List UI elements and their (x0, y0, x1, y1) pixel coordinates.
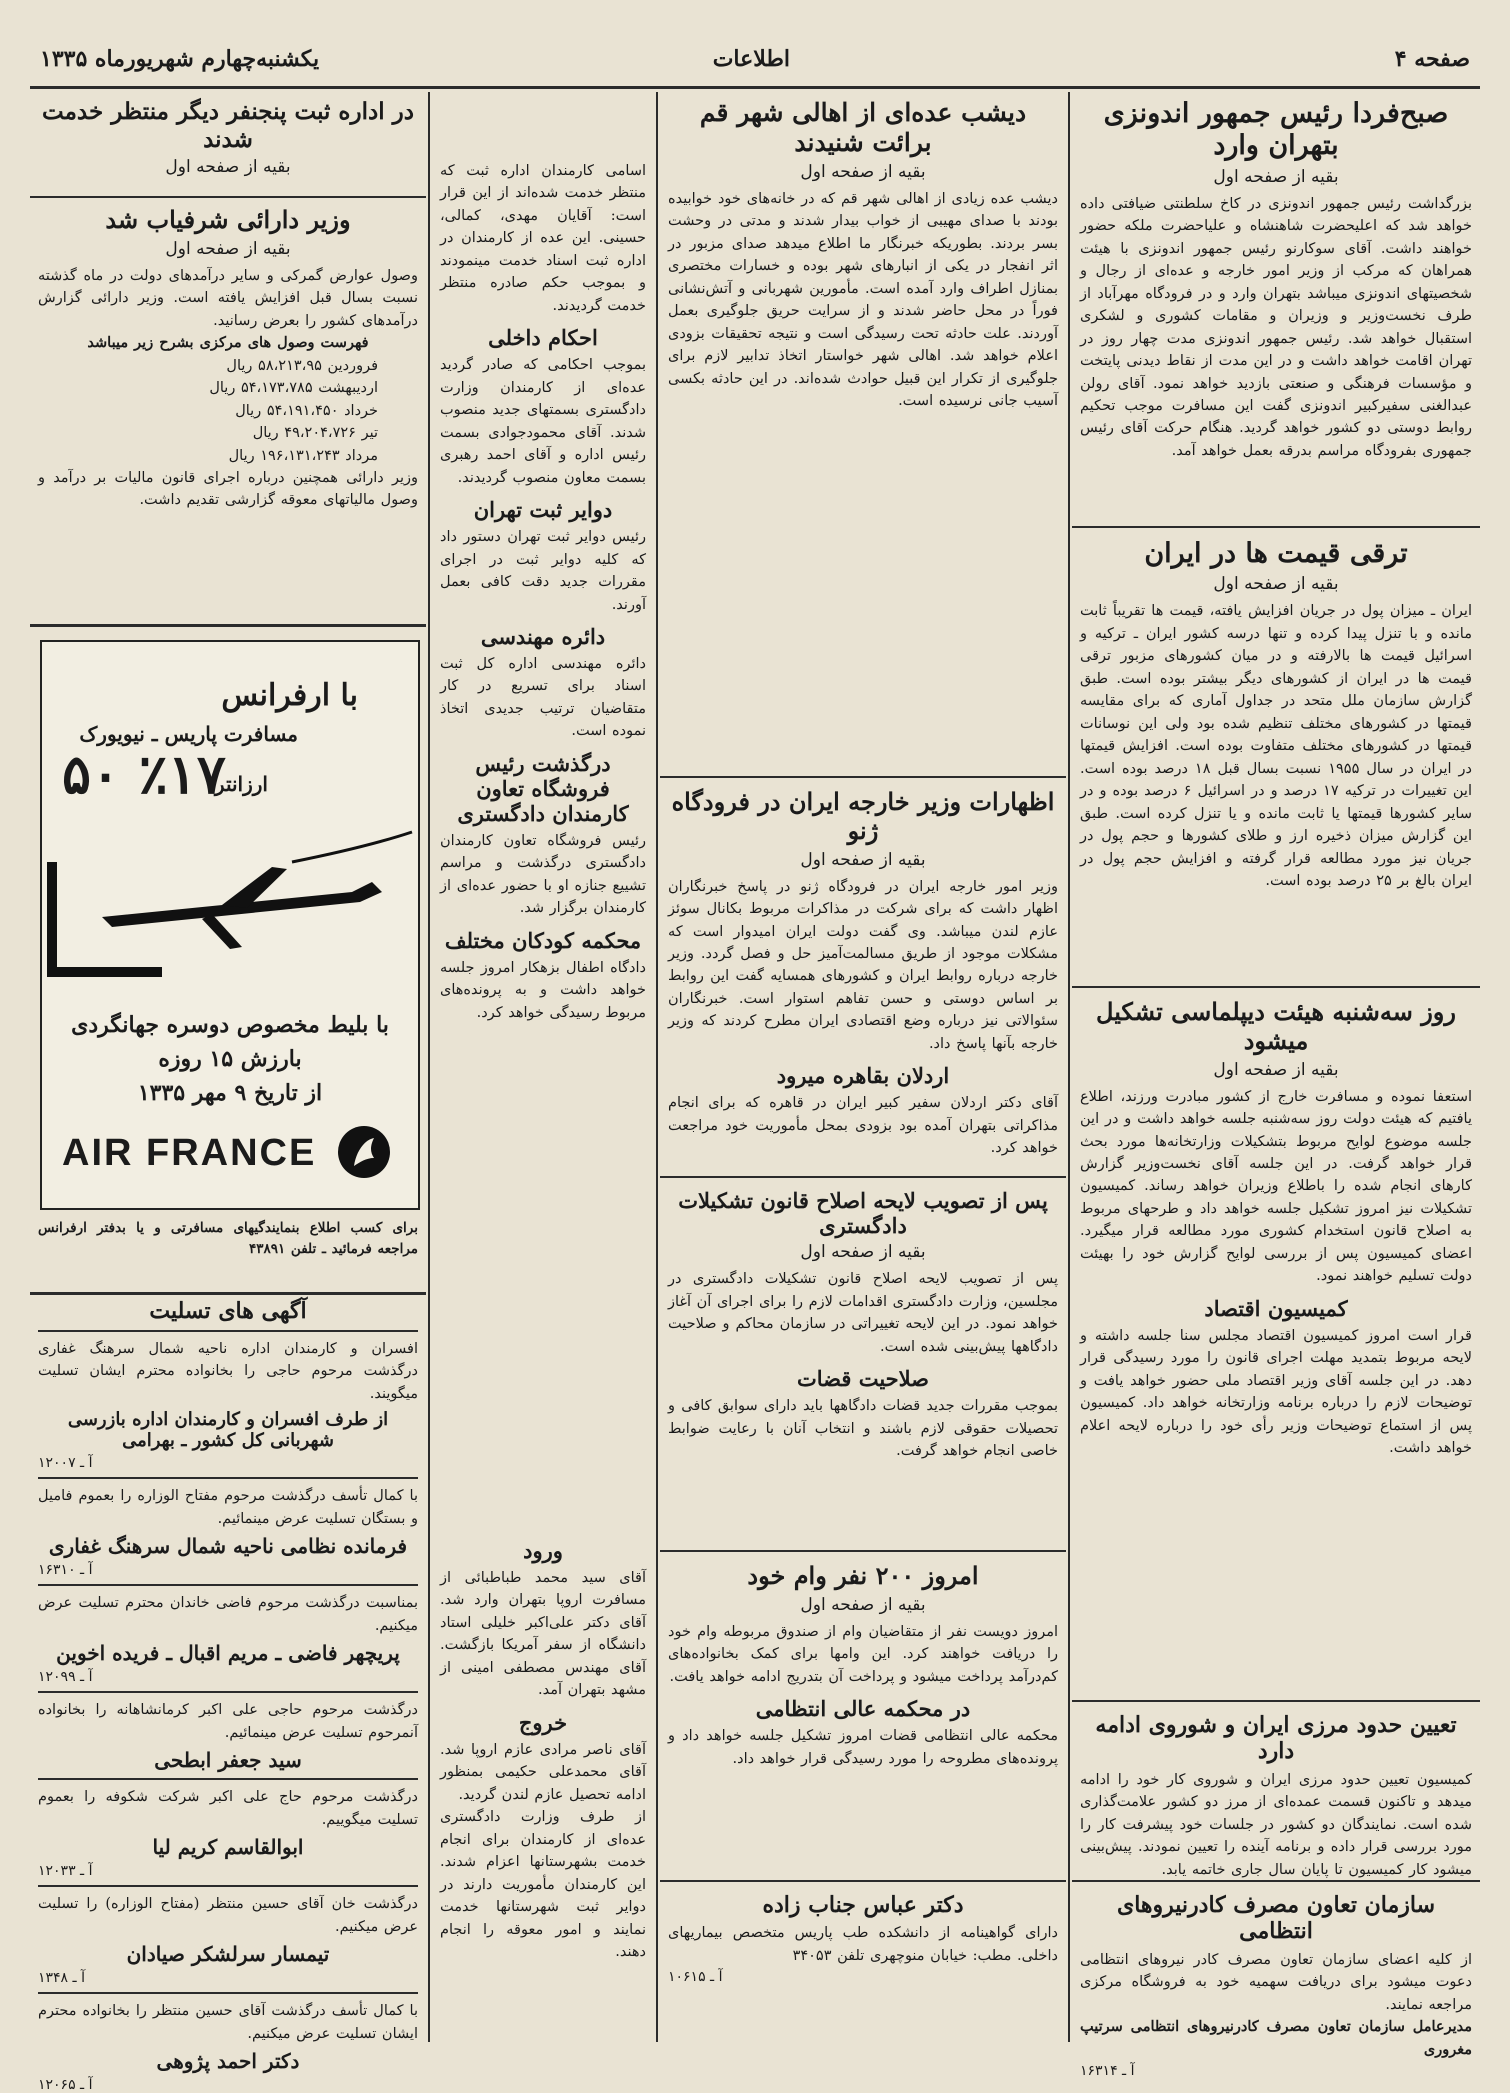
section-heading: دائره مهندسی (480, 623, 606, 649)
headline: دیشب عده‌ای از اهالی شهر قم برائت شنیدند (699, 98, 1027, 157)
table-title: فهرست وصول های مرکزی بشرح زیر میباشد (87, 334, 369, 352)
section-body: رئیس فروشگاه تعاون کارمندان دادگستری درگذشت و مراسم تشییع جنازه او با حضور عده‌ای از کارمندان برگزار شد. (440, 832, 646, 917)
revenue-row: مرداد ۱۹۶،۱۳۱،۲۴۳ ریال (228, 447, 378, 464)
article-prices (1072, 532, 1480, 982)
section-rule (1072, 526, 1480, 528)
revenue-table (38, 355, 418, 467)
article-body: از طرف وزارت دادگستری عده‌ای از کارمندان برای انجام خدمت بشهرستانها اعزام شدند. این کارمندان مأموریت دارند در دوایر ثبت شهرستانها خدمت نمایند و امور معوقه را انجام دهند. (440, 1809, 646, 1961)
page-label: صفحه ۴ (1394, 46, 1470, 72)
notice-text: درگذشت مرحوم حاجی علی اکبر کرمانشاهانه را بخانواده آنمرحوم تسلیت عرض مینمائیم. (38, 1702, 418, 1741)
column-divider (428, 92, 430, 2042)
notice-signature: ابوالقاسم کریم لیا (152, 1835, 304, 1860)
section-rule (660, 1176, 1066, 1178)
section-heading: ورود (523, 1538, 563, 1563)
section-rule (1072, 1880, 1480, 1882)
notice-text: افسران و کارمندان اداره ناحیه شمال سرهنگ غفاری درگذشت مرحوم حاجی را بخانواده محترم ایشان تسلیت میگویند. (38, 1341, 418, 1402)
revenue-row: تیر ۴۹،۲۰۴،۷۲۶ ریال (252, 425, 378, 442)
continued-note: بقیه از صفحه اول (800, 1242, 926, 1263)
article-borders (1072, 1706, 1480, 1876)
notice-text: درگذشت خان آقای حسین منتظر (مفتاح الوزاره) را تسلیت عرض میکنیم. (38, 1896, 418, 1935)
continued-note: بقیه از صفحه اول (800, 162, 926, 182)
ad-top-line: با ارفرانس (221, 678, 358, 713)
section-body: رئیس دوایر ثبت تهران دستور داد که کلیه دوایر ثبت در اجرای مقررات جدید دقت کافی بعمل آورند. (440, 529, 646, 613)
article-body: بزرگداشت رئیس جمهور اندونزی در کاخ سلطنتی ضیافتی داده خواهد شد که اعلیحضرت شاهنشاه و علیاحضرت ملکه حضور خواهند داشت. آقای سوکارنو رئیس جمهور اندونزی با هیئت همراهان که مرکب از وزیر امور خارجه و عده‌ای از رجال و شخصیتهای اندونزی میباشد بتهران وارد و در فرودگاه مهرآباد از طرف نخست‌وزیر و وزیران و مقامات کشوری و لشکری استقبال خواهد شد. رئیس جمهور اندونزی مدت چهار روز در تهران اقامت خواهد داشت و در این مدت از نقاط دیدنی پایتخت و مؤسسات فرهنگی و صنعتی بازدید خواهد نمود. آقای رولن عبدالغنی سفیرکبیر اندونزی گفت این مسافرت موجب تحکیم روابط دوستی دو کشور خواهد گردید. هنگام حرکت آقای رئیس جمهوری بفرودگاه مراسم بدرقه بعمل خواهد آمد. (1080, 195, 1472, 459)
section-title: آگهی های تسلیت (149, 1298, 307, 1324)
seahorse-logo-icon (334, 1122, 394, 1182)
section-rule (660, 776, 1066, 778)
section-body: بموجب مقررات جدید قضات دادگاهها باید دارای سوابق کافی و تحصیلات حقوقی لازم باشند و انتخاب آنان با رعایت ضوابط خاصی انجام خواهد گرفت. (668, 1398, 1058, 1460)
section-body: دادگاه اطفال بزهکار امروز جلسه خواهد داشت و به پرونده‌های مربوط رسیدگی خواهد کرد. (440, 959, 646, 1021)
article-finance (30, 200, 426, 620)
article-body: امروز دویست نفر از متقاضیان وام از صندوق مربوطه وام خود را دریافت خواهند کرد. این وامها برای کمک بخانواده‌های کم‌درآمد پرداخت میشود و پرداخت آن بتدریج ادامه خواهد یافت. (668, 1623, 1058, 1685)
continued-note: بقیه از صفحه اول (1213, 1059, 1339, 1080)
ad-code: آ ـ ۱۶۳۱۰ (38, 1562, 93, 1579)
section-rule (30, 624, 426, 627)
notice-body: از کلیه اعضای سازمان تعاون مصرف کادر نیروهای انتظامی دعوت میشود برای دریافت سهمیه خود به فروشگاه مرکزی مراجعه نمایند. (1080, 1951, 1472, 2013)
section-body: آقای دکتر اردلان سفیر کبیر ایران در قاهره که برای انجام مذاکراتی بتهران آمده بود بزودی بمحل مأموریت خود مراجعت خواهد کرد. (668, 1095, 1058, 1157)
notice-signature: مدیرعامل سازمان تعاون مصرف کادرنیروهای انتظامی سرتیپ مغروری (1080, 2018, 1472, 2058)
section-rule (30, 196, 426, 198)
article-foreign-minister (660, 782, 1066, 1162)
article-body: وزیر امور خارجه ایران در فرودگاه ژنو در پاسخ خبرنگاران اظهار داشت که برای شرکت در مذاکرات مربوط بکانال سوئز عازم لندن میباشد. وی گفت دولت ایران امیدوار است که مشکلات موجود از طریق مسالمت‌آمیز حل و فصل گردد. وزیر خارجه درباره روابط ایران و کشورهای همسایه گفت این روابط بر اساس دوستی و حسن تفاهم استوار است. خبرنگاران سئوالاتی نیز درباره وضع اقتصادی ایران مطرح کردند که وزیر خارجه بآنها پاسخ داد. (668, 878, 1058, 1052)
headline: تعیین حدود مرزی ایران و شوروی ادامه دارد (1095, 1712, 1457, 1765)
section-heading: خروج (518, 1709, 568, 1735)
section-rule (30, 1292, 426, 1295)
header-rule (30, 86, 1480, 89)
ad-doctor (660, 1886, 1066, 2036)
airplane-illustration (42, 822, 418, 992)
headline: پس از تصویب لایحه اصلاح قانون تشکیلات دادگستری (678, 1188, 1048, 1239)
airplane-wing-lower-icon (202, 914, 242, 949)
ad-code: آ ـ ۱۲۰۹۹ (38, 1669, 93, 1686)
notice-signature: دکتر احمد پژوهی (156, 2049, 300, 2074)
section-body: قرار است امروز کمیسیون اقتصاد مجلس سنا جلسه داشته و لایحه مربوط بتمدید مهلت اجرای قانون را مورد رسیدگی قرار دهد. در این جلسه آقای وزیر اقتصاد ملی حضور خواهد یافت و توضیحات لازم را درباره برنامه وزارتخانه خواهد داد. کمیسیون پس از استماع توضیحات وزیر رأی خود را درباره لایحه اعلام خواهد داشت. (1080, 1327, 1472, 1457)
section-body: آقای ناصر مرادی عازم اروپا شد. آقای محمدعلی حکیمی بمنظور ادامه تحصیل عازم لندن گردید. (440, 1741, 646, 1803)
notice-signature: از طرف افسران و کارمندان اداره بازرسی شهربانی کل کشور ـ بهرامی (67, 1409, 389, 1452)
air-france-ad (40, 640, 420, 1210)
section-rule (660, 1550, 1066, 1552)
continued-note: بقیه از صفحه اول (800, 1594, 926, 1615)
article-body: ایران ـ میزان پول در جریان افزایش یافته، قیمت ها تقریباً ثابت مانده و با تنزل پیدا کرده و تنها درسه کشور ایران ـ ترکیه و اسرائیل قیمت ها بالارفته و در میان کشورهای مزبور ترقی قیمت ها در ایران از کشورهای دیگر بیشتر بوده است. طبق گزارش سازمان ملل متحد در جداول آماری که برای مقایسه قیمتها در کشورهای مختلف تنظیم شده بود ولی این نوسانات قیمتها در کشورهای مختلف متفاوت بوده است. افزایش قیمتها در ایران در سال ۱۹۵۵ نسبت بسال قبل ۱۸ درصد بوده است. این تغییرات در ترکیه ۱۷ درصد و در اسرائیل ۶ درصد بوده و در سایر کشورها قیمتها یا ثابت مانده و یا تنزل کرده است. طبق این گزارش میزان ذخیره ارز و طلای کشورها و حجم پول در جریان نیز مورد مطالعه قرار گرفته و افزایش حجم پول در ایران بالغ بر ۲۵ درصد بوده است. (1080, 603, 1473, 890)
ad-cheaper: ارزانتر (214, 772, 268, 796)
article-cabinet (1072, 992, 1480, 1692)
section-rule (660, 1880, 1066, 1882)
column-divider (656, 92, 658, 2042)
article-body: اسامی کارمندان اداره ثبت که منتظر خدمت شده‌اند از این قرار است: آقایان مهدی، کمالی، حسینی. این عده از کارمندان در اداره ثبت اسناد خدمت مینمودند و بموجب حکم صادره منتظر خدمت گردیدند. (440, 163, 646, 314)
issue-date: یکشنبه‌چهارم شهریورماه ۱۳۳۵ (40, 46, 320, 72)
arrivals-departures (432, 1530, 654, 2030)
registry-column-a (432, 160, 654, 1520)
headline: صبح‌فردا رئیس جمهور اندونزی بتهران وارد (1103, 98, 1449, 162)
section-heading: در محکمه عالی انتظامی (755, 1696, 971, 1722)
section-body: محکمه عالی انتظامی قضات امروز تشکیل جلسه خواهد داد و پرونده‌های مطروحه را مورد رسیدگی قرار خواهد داد. (668, 1728, 1058, 1767)
notice-signature: تیمسار سرلشکر صیادان (126, 1942, 330, 1967)
notice-signature: فرمانده نظامی ناحیه شمال سرهنگ غفاری (48, 1534, 408, 1559)
ad-route: مسافرت پاریس ـ نیویورک (79, 722, 298, 746)
section-heading: کمیسیون اقتصاد (1204, 1295, 1348, 1321)
headline: دکتر عباس جناب زاده (762, 1892, 964, 1918)
article-body: استعفا نموده و مسافرت خارج از کشور مبادرت ورزند، اطلاع یافتیم که هیئت دولت روز سه‌شنبه جلسه خواهد داشت و در این جلسه موضوع لوایح مربوط بتشکیلات وزارتخانه‌ها مورد بحث قرار خواهد گرفت. در این جلسه آقای نخست‌وزیر گزارش کارهای انجام شده را باطلاع وزیران خواهد رساند. کمیسیون تشکیلات نیز امروز تشکیل جلسه خواهد داد و طرحهای مربوط به اصلاح قانون استخدام کشوری مورد مطالعه قرار میگیرد. اعضای کمیسیون پس از بررسی لوایح گزارش خود را بهیئت دولت تسلیم خواهند نمود. (1080, 1088, 1472, 1285)
ad-tour-line1: با بلیط مخصوص دوسره جهانگردی (71, 1012, 389, 1038)
ad-footer (30, 1218, 426, 1288)
notice-text: با کمال تأسف درگذشت آقای حسین منتظر را بخانواده محترم ایشان تسلیت عرض میکنیم. (38, 2003, 418, 2042)
article-body: دیشب عده زیادی از اهالی شهر قم که در خانه‌های خود خوابیده بودند با صدای مهیبی از خواب بیدار شدند و مدتی در وحشت بسر بردند. بطوریکه خبرنگار ما اطلاع میدهد صدای مزبور در اثر انفجار در یکی از انبارهای شهر بوده و خسارات مختصری بمنازل اطراف وارد آمده است. مأمورین شهربانی و آتش‌نشانی فوراً در محل حاضر شدند و از سرایت حریق جلوگیری بعمل آوردند. علت حادثه تحت رسیدگی است و نتیجه تحقیقات بزودی اعلام خواهد شد. اهالی شهر خواستار اتخاذ تدابیر لازم برای جلوگیری از تکرار این قبیل حوادث شده‌اند. در این حادثه بکسی آسیب جانی نرسیده است. (668, 191, 1058, 410)
notice-text: با کمال تأسف درگذشت مرحوم مفتاح الوزاره را بعموم فامیل و بستگان تسلیت عرض مینمائیم. (38, 1488, 418, 1527)
headline: ترقی قیمت ها در ایران (1144, 538, 1408, 569)
section-rule (1072, 986, 1480, 988)
continued-note: بقیه از صفحه اول (1213, 166, 1339, 187)
column-divider (1068, 92, 1070, 2042)
section-heading: محکمه کودکان مختلف (444, 927, 642, 953)
article-body: پس از تصویب لایحه اصلاح قانون تشکیلات دادگستری در مجلسین، وزارت دادگستری اقدامات لازم را برای اجرای آن آغاز خواهد نمود. در این لایحه تغییراتی در سازمان محاکم و صلاحیت دادگاهها پیش‌بینی شده است. (668, 1271, 1058, 1355)
article-sukarno (1072, 92, 1480, 522)
continued-note: بقیه از صفحه اول (165, 157, 291, 178)
revenue-row: خرداد ۵۴،۱۹۱،۴۵۰ ریال (235, 402, 378, 419)
section-body: بموجب احکامی که صادر گردید عده‌ای از کارمندان وزارت دادگستری بسمتهای جدید منصوب شدند. آقای محمودجوادی بسمت رئیس اداره و آقای احمد رهبری بسمت معاون منصوب گردیدند. (440, 357, 646, 486)
notice-text: درگذشت مرحوم حاج علی اکبر شرکت شکوفه را بعموم تسلیت میگوییم. (38, 1789, 418, 1828)
section-rule (1072, 1700, 1480, 1702)
notice-signature: پریچهر فاضی ـ مریم اقبال ـ فریده اخوین (56, 1641, 400, 1666)
revenue-row: اردیبهشت ۵۴،۱۷۳،۷۸۵ ریال (209, 380, 378, 397)
article-loans (660, 1556, 1066, 1876)
continued-note: بقیه از صفحه اول (165, 238, 291, 259)
ad-code: آ ـ ۱۶۳۱۴ (1080, 2063, 1135, 2080)
headline: امروز ۲۰۰ نفر وام خود (747, 1561, 979, 1590)
section-body: دائره مهندسی اداره کل ثبت اسناد برای تسریع در کار متقاضیان ترتیب جدیدی اتخاذ نموده است. (440, 655, 646, 740)
section-heading: درگذشت رئیس فروشگاه تعاون کارمندان دادگستری (457, 750, 629, 826)
article-qom (660, 92, 1066, 792)
continued-note: بقیه از صفحه اول (800, 849, 926, 870)
headline: اظهارات وزیر خارجه ایران در فرودگاه ژنو (671, 787, 1055, 845)
page-header (30, 40, 1480, 80)
section-heading: اردلان بقاهره میرود (776, 1063, 950, 1089)
article-body-tail: وزیر دارائی همچنین درباره اجرای قانون مالیات بر درآمد و وصول مالیاتهای معوقه گزارشی تقدیم داشت. (38, 470, 418, 509)
ad-code: آ ـ ۱۰۶۱۵ (668, 1969, 723, 1986)
air-france-logo: AIR FRANCE (62, 1132, 317, 1174)
notice-coop (1072, 1886, 1480, 2080)
article-body: کمیسیون تعیین حدود مرزی ایران و شوروی کار خود را ادامه میدهد و تاکنون قسمت عمده‌ای از مرز دو کشور علامت‌گذاری شده است. نمایندگان دو کشور در جلسات خود پیشرفت کار را مورد بررسی قرار داده و برنامه آینده را تعیین نمودند. پیش‌بینی میشود کار کمیسیون تا پایان سال جاری خاتمه یابد. (1080, 1771, 1472, 1878)
ad-body: دارای گواهینامه از دانشکده طب پاریس متخصص بیماریهای داخلی. مطب: خیابان منوچهری تلفن ۳۴۰۵۳ (668, 1925, 1058, 1964)
ad-discount: ۵۰ ٪۱۷ (62, 742, 226, 806)
notice-signature: سید جعفر ابطحی (154, 1748, 302, 1773)
newspaper-name: اطلاعات (712, 46, 790, 72)
notice-text: بمناسبت درگذشت مرحوم فاضی خاندان محترم تسلیت عرض میکنیم. (38, 1595, 418, 1634)
article-judiciary (660, 1182, 1066, 1542)
ad-tour-line3: از تاریخ ۹ مهر ۱۳۳۵ (137, 1080, 323, 1106)
section-heading: احکام داخلی (488, 325, 598, 351)
ad-code: آ ـ ۱۲۰۶۵ (38, 2077, 93, 2093)
ad-tour-line2: بارزش ۱۵ روزه (158, 1046, 302, 1072)
section-body: آقای سید محمد طباطبائی از مسافرت اروپا بتهران وارد شد. آقای دکتر علی‌اکبر خلیلی استاد دانشگاه از سفر آمریکا بازگشت. آقای مهندس مصطفی امینی از مشهد بتهران آمد. (440, 1570, 646, 1699)
section-heading: صلاحیت قضات (796, 1366, 930, 1392)
article-registry-header (30, 92, 426, 178)
headline: روز سه‌شنبه هیئت دیپلماسی تشکیل میشود (1096, 997, 1456, 1055)
section-heading: دوایر ثبت تهران (473, 497, 613, 523)
condolence-notices (30, 1298, 426, 2093)
headline: در اداره ثبت پنجنفر دیگر منتظر خدمت شدند (42, 98, 414, 153)
ad-contact: برای کسب اطلاع بنمایندگیهای مسافرتی و یا بدفتر ارفرانس مراجعه فرمائید ـ تلفن ۴۳۸۹۱ (38, 1220, 418, 1257)
article-body: وصول عوارض گمرکی و سایر درآمدهای دولت در ماه گذشته نسبت بسال قبل افزایش یافته است. وزیر دارائی گزارش درآمدهای کشور را بعرض رسانید. (38, 267, 418, 329)
ad-code: آ ـ ۱۲۰۰۷ (38, 1455, 93, 1472)
ad-code: آ ـ ۱۳۴۸ (38, 1970, 85, 1987)
revenue-row: فروردین ۵۸،۲۱۳،۹۵ ریال (226, 357, 378, 374)
continued-note: بقیه از صفحه اول (1213, 574, 1339, 595)
headline: وزیر دارائی شرفیاب شد (105, 205, 351, 234)
headline: سازمان تعاون مصرف کادرنیروهای انتظامی (1116, 1892, 1436, 1945)
ad-code: آ ـ ۱۲۰۳۳ (38, 1863, 93, 1880)
swoosh-icon (292, 832, 412, 862)
